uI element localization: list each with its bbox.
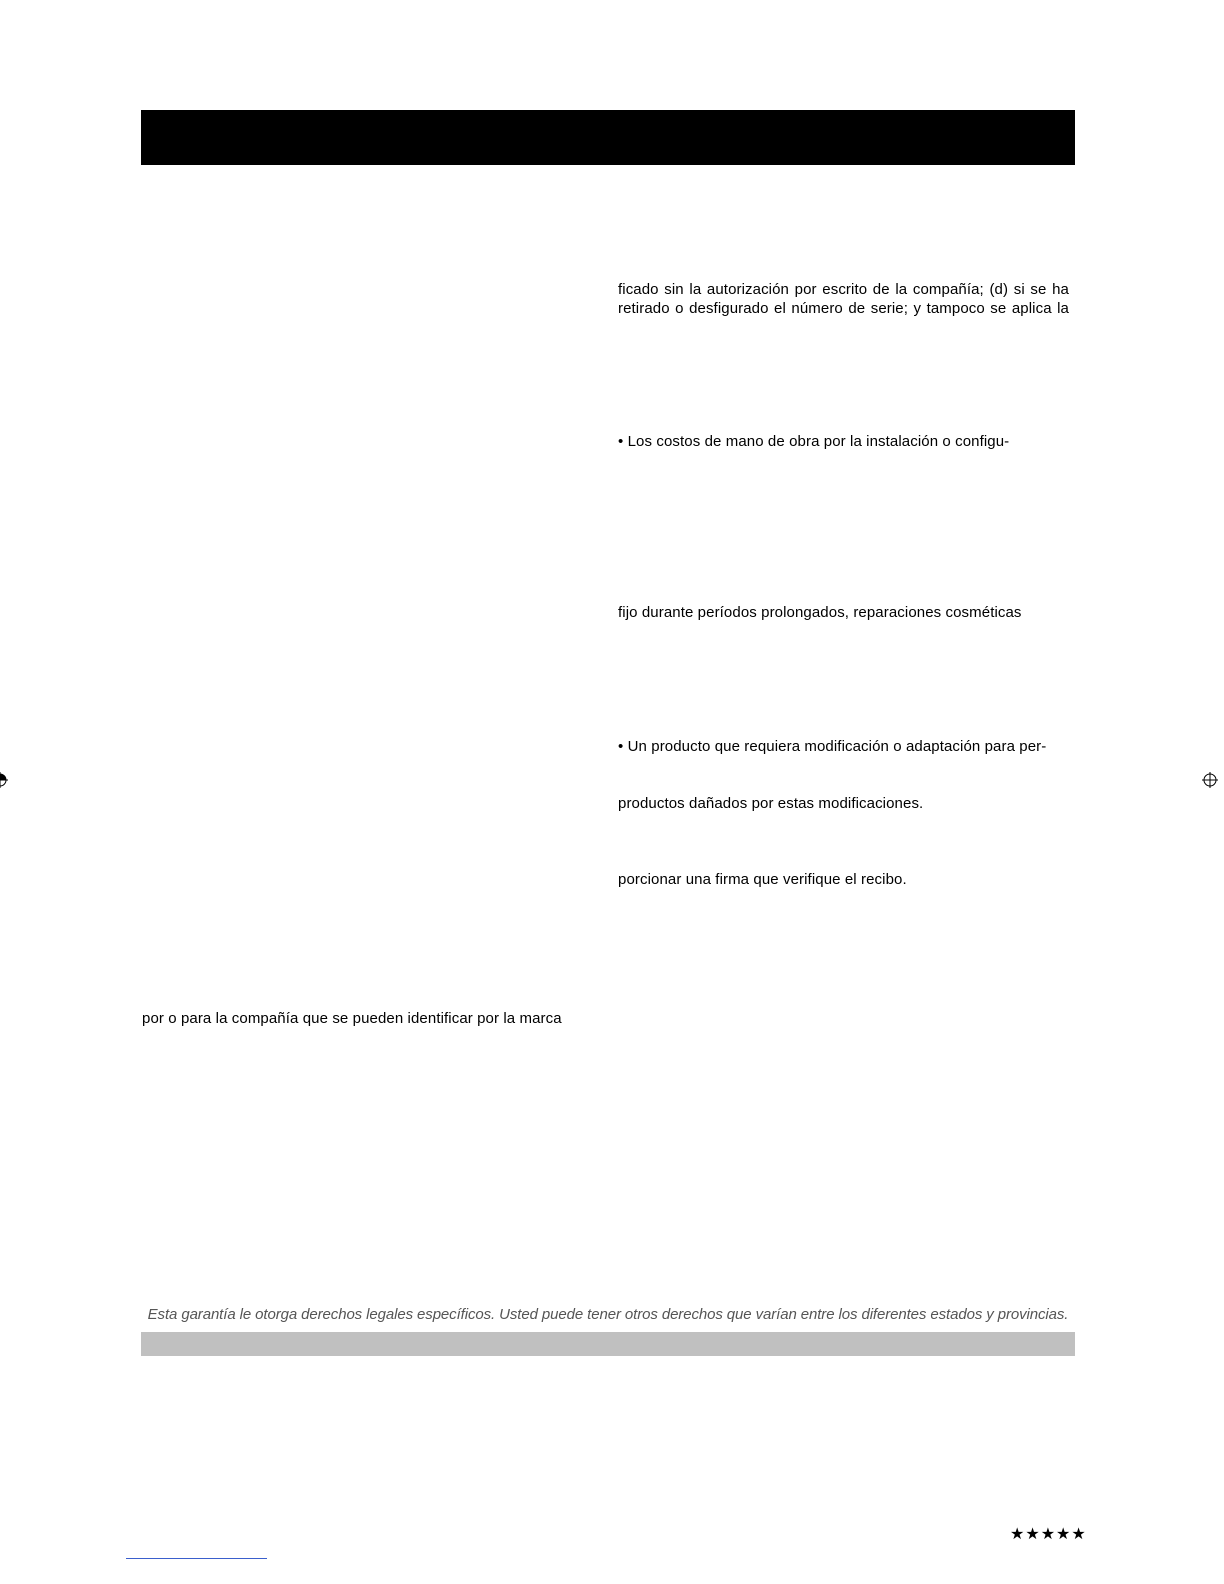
right-col-line-6: productos dañados por estas modificaciones.: [618, 795, 924, 812]
right-col-line-5: • Un producto que requiera modificación o adaptación para per-: [618, 738, 1047, 755]
right-col-line-2: retirado o desfigurado el número de serie; y tampoco se aplica la: [618, 300, 1069, 317]
right-col-line-4: fijo durante períodos prolongados, reparaciones cosméticas: [618, 604, 1022, 621]
page-marker: ★★★★★: [1010, 1524, 1087, 1543]
header-bar: [141, 110, 1075, 165]
right-col-line-1: ficado sin la autorización por escrito de la compañía; (d) si se ha: [618, 281, 1069, 298]
left-col-line-1: por o para la compañía que se pueden identificar por la marca: [142, 1010, 562, 1027]
right-col-line-7: porcionar una firma que verifique el recibo.: [618, 871, 907, 888]
footer-note: Esta garantía le otorga derechos legales específicos. Usted puede tener otros derechos que varían entre los diferentes estados y provincias.: [147, 1306, 1069, 1323]
right-col-line-3: • Los costos de mano de obra por la instalación o configu-: [618, 433, 1010, 450]
footer-bar: [141, 1332, 1075, 1356]
registration-mark-icon: [0, 772, 8, 788]
registration-mark-icon: [1202, 772, 1218, 788]
bottom-rule: [126, 1558, 267, 1559]
